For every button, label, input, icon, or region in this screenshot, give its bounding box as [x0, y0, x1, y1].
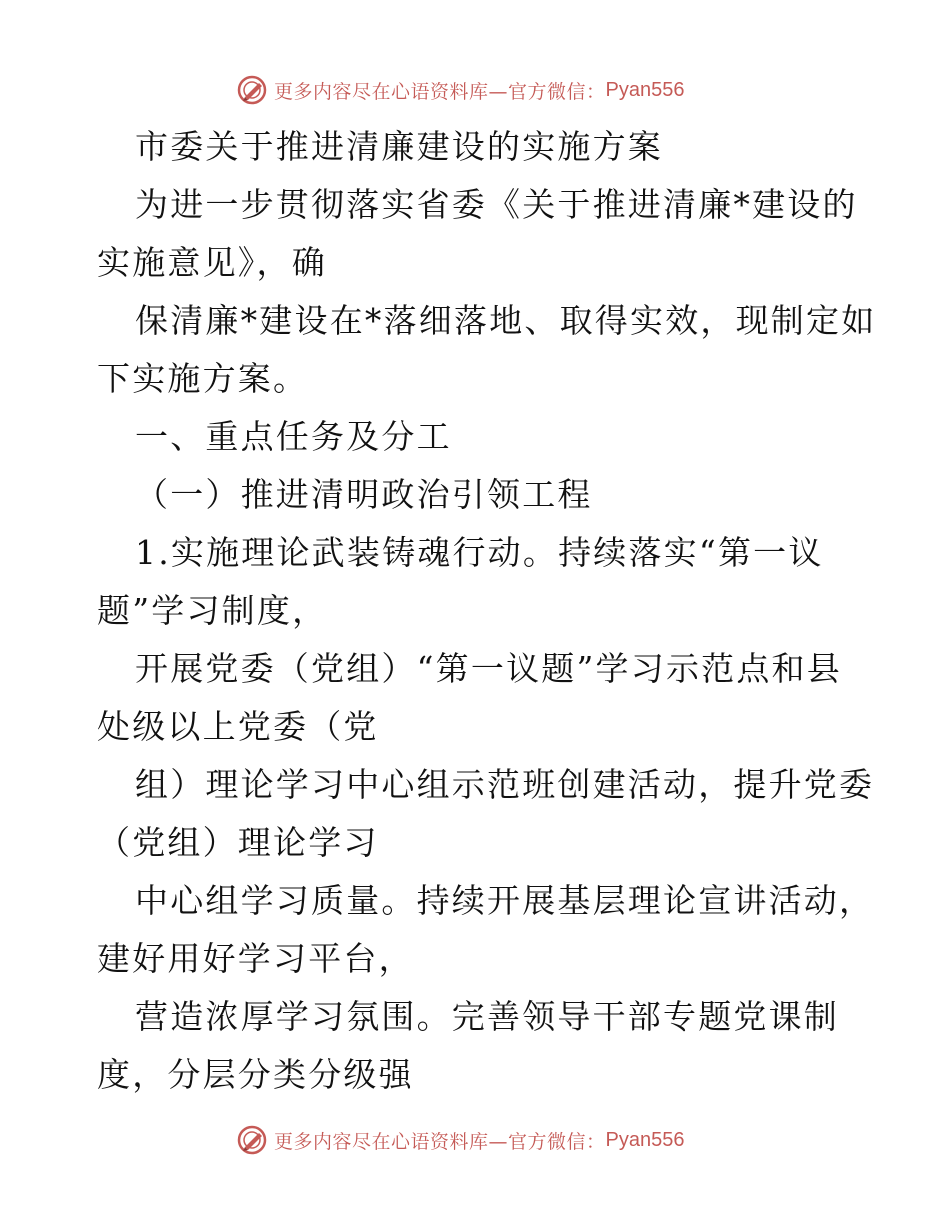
document-line: 下实施方案。	[97, 359, 309, 398]
banner-wechat-id: Pyan556	[605, 1128, 685, 1151]
document-line: 1.实施理论武装铸魂行动。持续落实“第一议	[135, 533, 824, 572]
document-line: 度，分层分类分级强	[97, 1055, 414, 1094]
banner-text: 更多内容尽在心语资料库—官方微信：	[274, 80, 606, 103]
document-line: 开展党委（党组）“第一议题”学习示范点和县	[135, 649, 842, 688]
footer-banner	[236, 1123, 684, 1157]
document-line: 题”学习制度，	[97, 591, 328, 630]
document-line: （一）推进清明政治引领工程	[135, 475, 593, 514]
banner-wechat-id: Pyan556	[605, 78, 685, 101]
red-seal-pen-icon	[236, 1124, 268, 1156]
document-line: 实施意见》，确	[97, 243, 327, 282]
document-body	[97, 118, 877, 1104]
document-line: 营造浓厚学习氛围。完善领导干部专题党课制	[135, 997, 839, 1036]
document-line: 市委关于推进清廉建设的实施方案	[135, 127, 663, 166]
header-banner	[236, 73, 684, 107]
document-line: 中心组学习质量。持续开展基层理论宣讲活动，	[135, 881, 875, 920]
document-line: 建好用好学习平台，	[97, 939, 414, 978]
document-line: 组）理论学习中心组示范班创建活动，提升党委	[135, 765, 875, 804]
document-line: 处级以上党委（党	[97, 707, 379, 746]
document-line: 一、重点任务及分工	[135, 417, 452, 456]
document-line: 为进一步贯彻落实省委《关于推进清廉*建设的	[135, 185, 858, 224]
banner-text: 更多内容尽在心语资料库—官方微信：	[274, 1130, 606, 1153]
red-seal-pen-icon	[236, 74, 268, 106]
document-line: 保清廉*建设在*落细落地、取得实效，现制定如	[135, 301, 877, 340]
document-line: （党组）理论学习	[97, 823, 379, 862]
